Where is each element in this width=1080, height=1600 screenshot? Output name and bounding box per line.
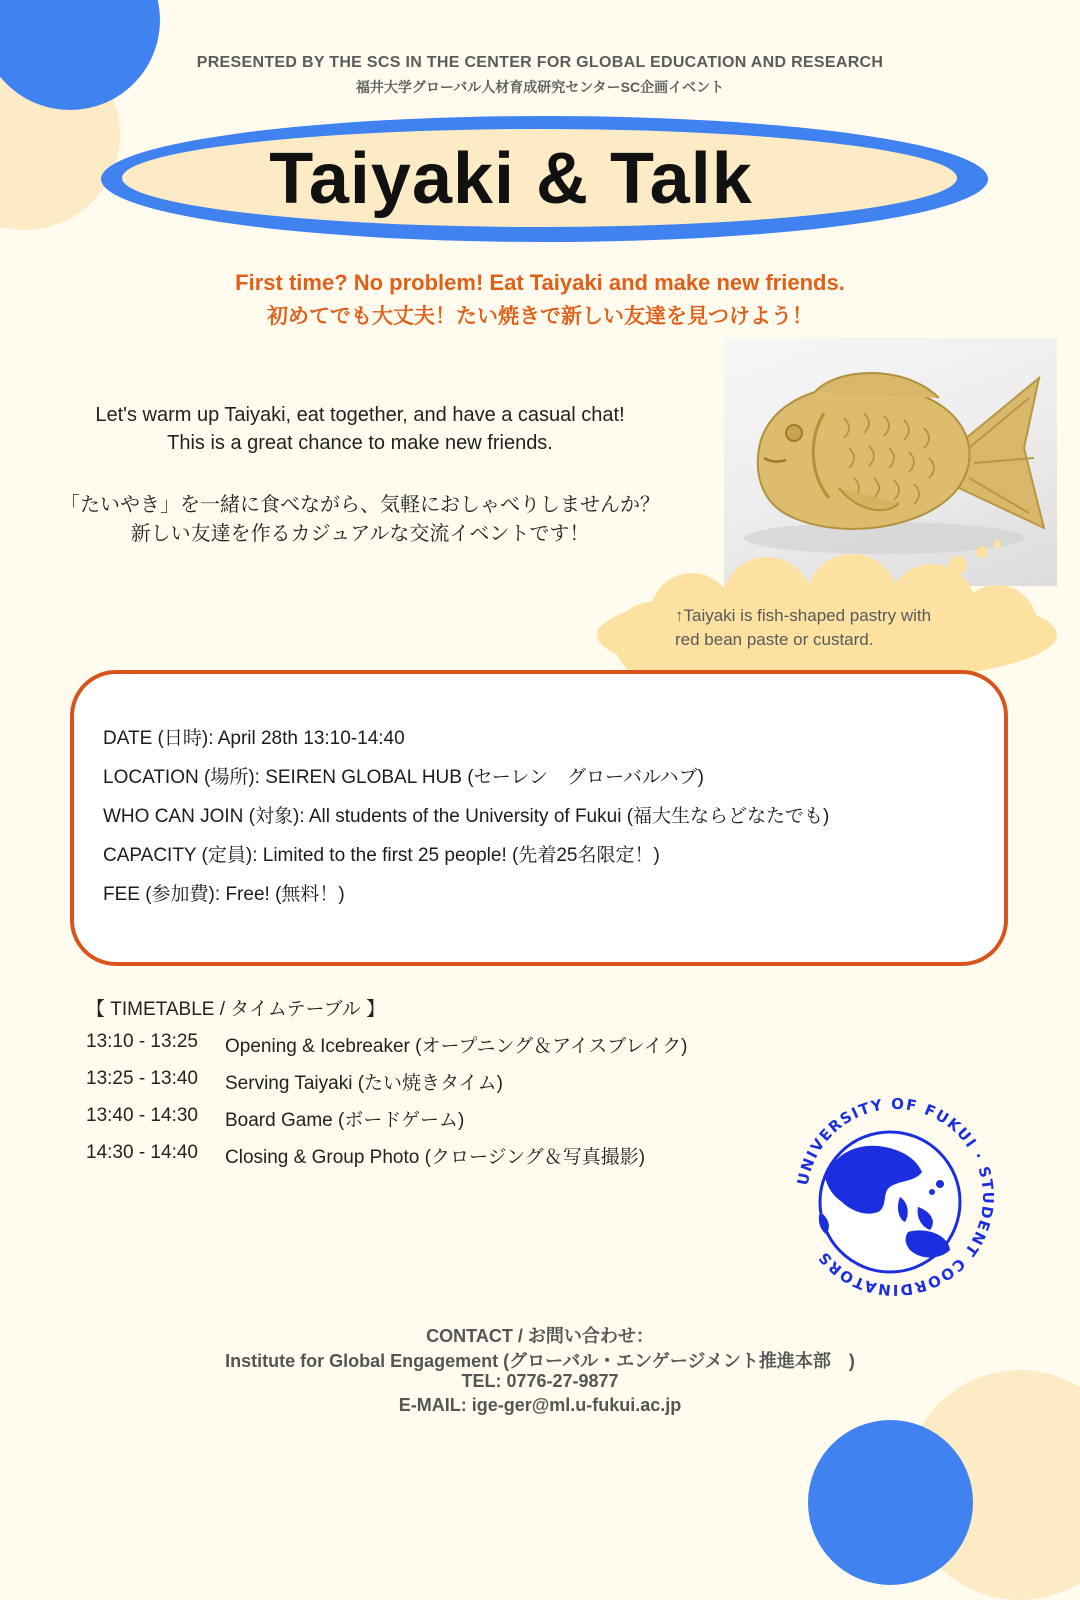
timetable-activity: Closing & Group Photo (クロージング＆写真撮影): [225, 1147, 646, 1168]
timetable-time: 13:25 - 13:40: [86, 1068, 198, 1089]
timetable-row: [86, 1068, 503, 1095]
timetable-row: [86, 1031, 688, 1058]
detail-date: DATE (日時): April 28th 13:10-14:40: [103, 728, 405, 749]
tagline-en: First time? No problem! Eat Taiyaki and make new friends.: [235, 270, 845, 295]
timetable-time: 14:30 - 14:40: [86, 1142, 198, 1163]
intro-ja-line2: 新しい友達を作るカジュアルな交流イベントです！: [130, 523, 590, 545]
event-title: Taiyaki & Talk: [269, 139, 753, 219]
presented-by-ja: 福井大学グローバル人材育成研究センターSC企画イベント: [355, 79, 725, 95]
intro-en-line2: This is a great chance to make new friends.: [167, 432, 553, 454]
intro-ja-line1: 「たいやき」を一緒に食べながら、気軽におしゃべりしませんか？: [60, 494, 660, 516]
timetable-activity: Board Game (ボードゲーム): [225, 1110, 465, 1131]
tagline-ja: 初めてでも大丈夫！たい焼きで新しい友達を見つけよう！: [267, 305, 813, 328]
timetable-time: 13:10 - 13:25: [86, 1031, 198, 1052]
contact-institute: Institute for Global Engagement (グローバル・エンゲージメント推進本部 ): [225, 1351, 855, 1371]
presented-by-en: PRESENTED BY THE SCS IN THE CENTER FOR GLOBAL EDUCATION AND RESEARCH: [196, 54, 884, 71]
university-logo: [790, 1092, 1000, 1302]
detail-fee: FEE (参加費): Free! (無料！): [103, 884, 345, 905]
timetable-time: 13:40 - 14:30: [86, 1105, 198, 1126]
detail-who-can-join: WHO CAN JOIN (対象): All students of the University of Fukui (福大生ならどなたでも): [103, 806, 830, 827]
timetable-heading: 【 TIMETABLE / タイムテーブル 】: [86, 999, 386, 1020]
decorative-circle-blue-bottom: [808, 1420, 973, 1585]
contact-email: E-MAIL: ige-ger@ml.u-fukui.ac.jp: [398, 1395, 682, 1415]
contact-label: CONTACT / お問い合わせ：: [426, 1326, 654, 1346]
photo-caption-line1: ↑Taiyaki is fish-shaped pastry with: [675, 606, 932, 625]
timetable-row: [86, 1142, 645, 1169]
contact-tel: TEL: 0776-27-9877: [461, 1371, 619, 1391]
detail-capacity: CAPACITY (定員): Limited to the first 25 people! (先着25名限定！): [103, 845, 660, 866]
timetable-activity: Serving Taiyaki (たい焼きタイム): [225, 1073, 503, 1094]
detail-location: LOCATION (場所): SEIREN GLOBAL HUB (セーレン グローバルハブ): [103, 767, 704, 788]
timetable-activity: Opening & Icebreaker (オープニング＆アイスブレイク): [225, 1036, 688, 1057]
logo-ring-text: UNIVERSITY OF FUKUI · STUDENT COORDINATORS: [793, 1094, 998, 1300]
timetable-row: [86, 1105, 464, 1132]
photo-caption-line2: red bean paste or custard.: [675, 630, 874, 649]
intro-en-line1: Let's warm up Taiyaki, eat together, and have a casual chat!: [95, 404, 625, 426]
